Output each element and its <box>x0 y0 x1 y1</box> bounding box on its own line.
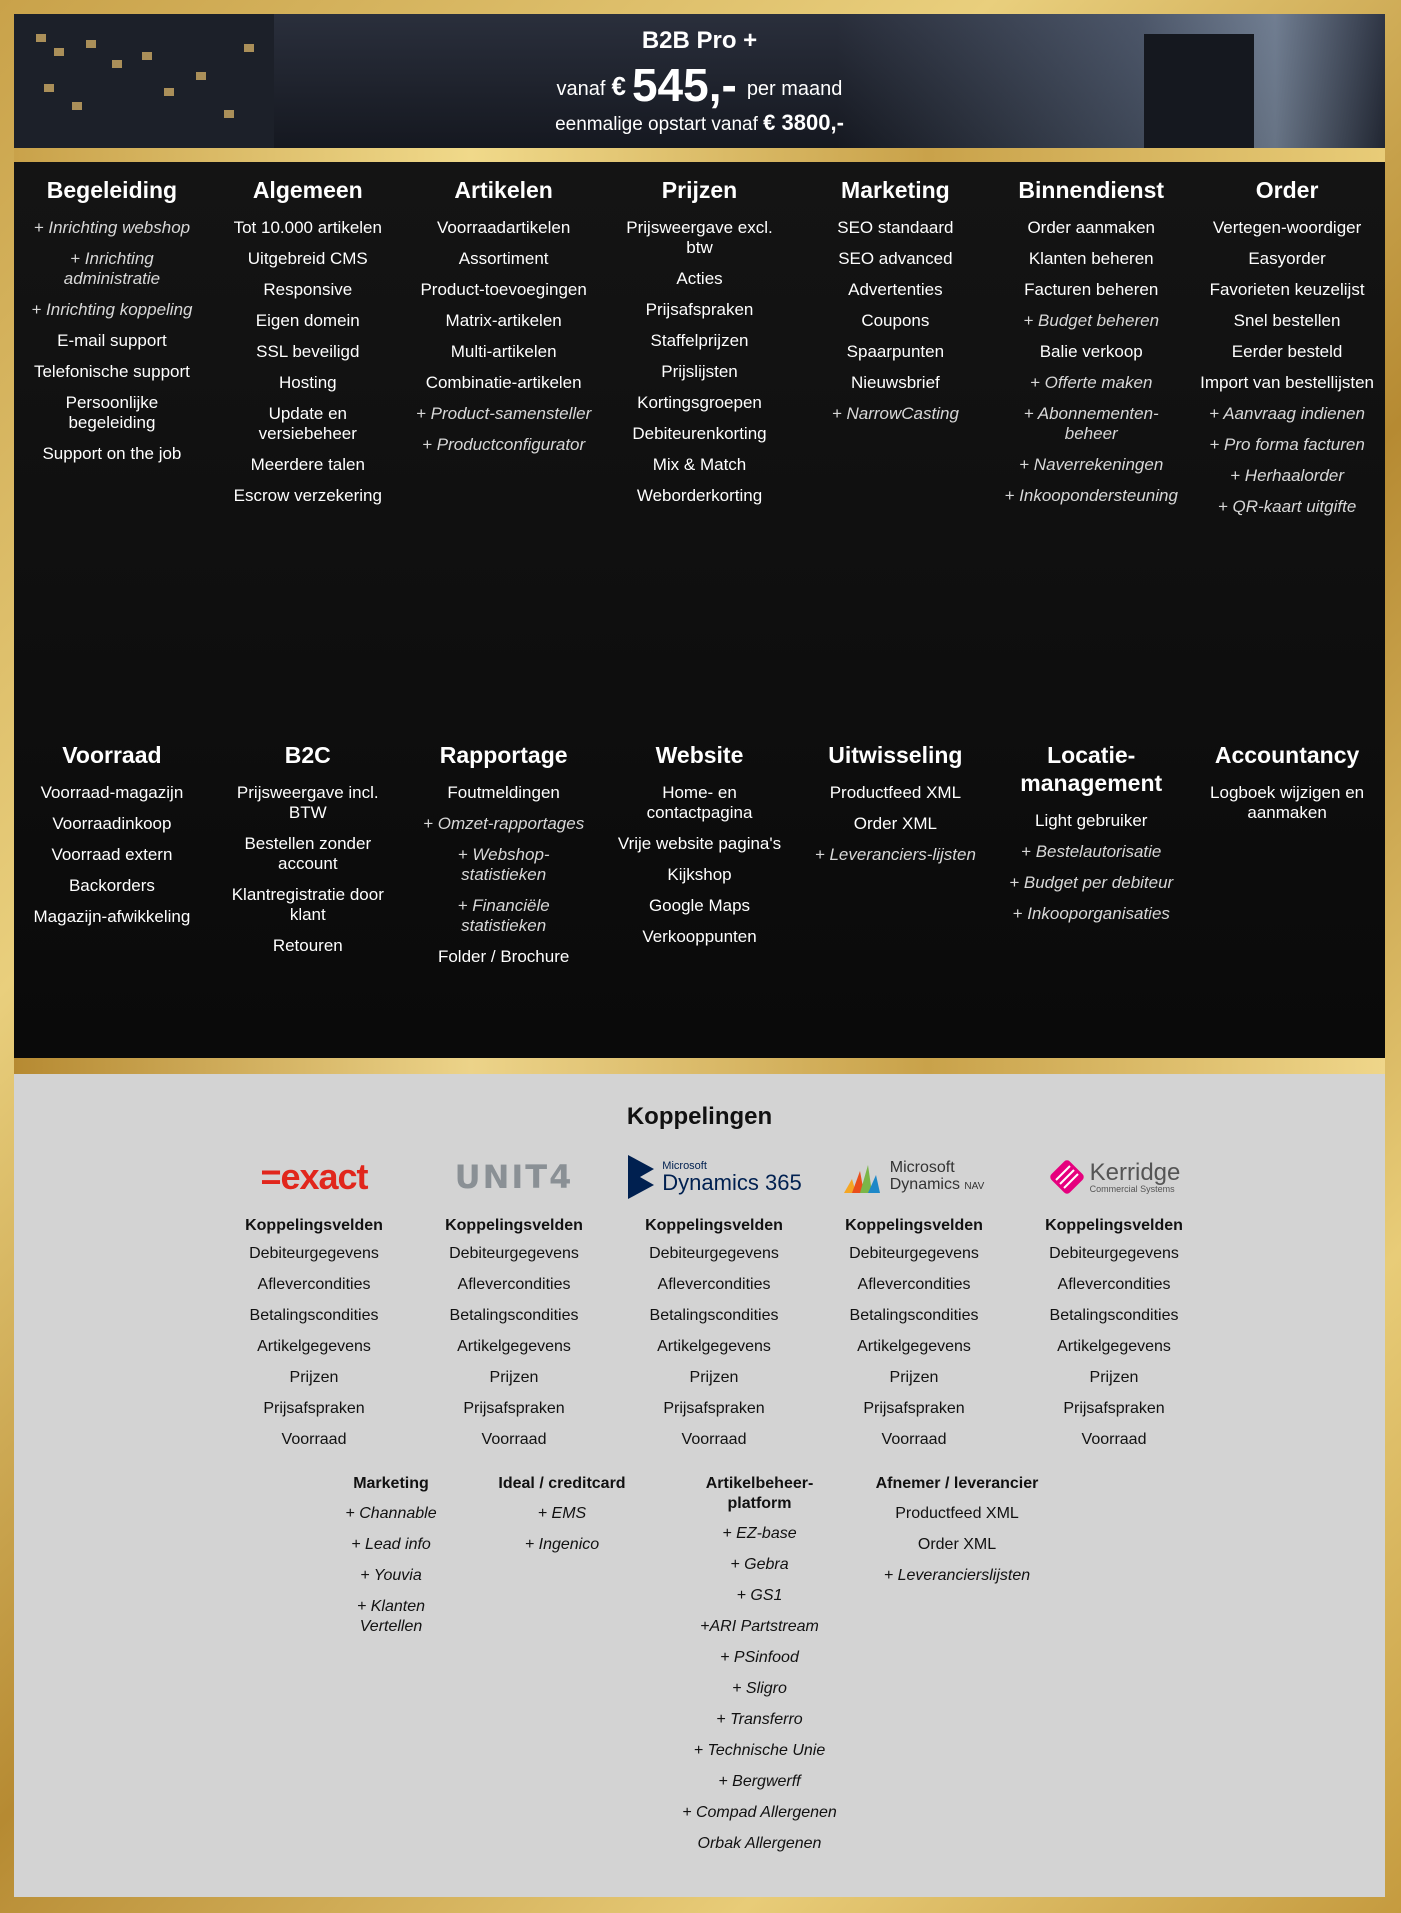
addon-feature-item: + Leveranciers-lijsten <box>814 845 976 864</box>
feature-column-begeleiding <box>14 176 210 528</box>
koppeling-item: Productfeed XML <box>895 1505 1019 1522</box>
koppeling-field: Prijzen <box>889 1369 939 1386</box>
koppelingsvelden-title: Koppelingsvelden <box>645 1217 783 1234</box>
feature-item: Klantregistratie door klant <box>231 885 384 924</box>
feature-item: Favorieten keuzelijst <box>1209 280 1365 299</box>
feature-item: Eerder besteld <box>1231 342 1343 361</box>
feature-item: Update en versiebeheer <box>258 404 357 443</box>
koppeling-item: + Bergwerff <box>718 1773 801 1790</box>
koppeling-group-afnemer-leverancier <box>857 1474 1057 1865</box>
feature-column-title: Algemeen <box>252 177 363 203</box>
koppeling-field: Betalingscondities <box>849 1307 979 1324</box>
koppelingen-panel <box>14 1074 1385 1897</box>
feature-column-b2c <box>210 741 406 978</box>
feature-item: Folder / Brochure <box>437 947 570 966</box>
feature-item: Spaarpunten <box>846 342 945 361</box>
feature-item: Snel bestellen <box>1233 311 1341 330</box>
feature-column-order <box>1189 176 1385 528</box>
addon-feature-item: + Herhaalorder <box>1230 466 1345 485</box>
addon-feature-item: + NarrowCasting <box>831 404 959 423</box>
koppeling-item: + Youvia <box>360 1567 422 1584</box>
feature-item: Advertenties <box>848 280 943 299</box>
feature-column-title: Locatie-management <box>1020 742 1163 796</box>
feature-column-prijzen <box>602 176 798 528</box>
koppeling-field: Betalingscondities <box>1049 1307 1179 1324</box>
addon-feature-item: + Webshop-statistieken <box>457 845 550 884</box>
addon-feature-item: + Inrichting webshop <box>33 218 191 237</box>
koppeling-field: Prijsafspraken <box>863 1400 965 1417</box>
feature-item: Combinatie-artikelen <box>425 373 582 392</box>
feature-column-uitwisseling <box>797 741 993 978</box>
koppeling-field: Artikelgegevens <box>657 1338 771 1355</box>
koppeling-item: + Compad Allergenen <box>682 1804 837 1821</box>
feature-item: Prijslijsten <box>661 362 738 381</box>
price-prefix: vanaf <box>556 78 606 100</box>
koppeling-field: Voorraad <box>1081 1431 1147 1448</box>
feature-item: Telefonische support <box>33 362 190 381</box>
feature-column-binnendienst <box>993 176 1189 528</box>
price-header <box>14 14 1385 148</box>
koppeling-field: Voorraad <box>481 1431 547 1448</box>
koppeling-group-marketing <box>320 1474 462 1865</box>
koppeling-item: + Ingenico <box>524 1536 600 1553</box>
feature-item: Matrix-artikelen <box>445 311 562 330</box>
feature-item: Prijsweergave excl. btw <box>626 218 773 257</box>
gold-divider <box>14 1058 1385 1074</box>
addon-feature-item: + Budget beheren <box>1023 311 1160 330</box>
addon-feature-item: + Inrichting administratie <box>63 249 161 288</box>
koppeling-field: Prijzen <box>289 1369 339 1386</box>
feature-item: Google Maps <box>648 896 751 915</box>
koppeling-field: Voorraad <box>281 1431 347 1448</box>
koppeling-field: Artikelgegevens <box>257 1338 371 1355</box>
feature-item: Coupons <box>861 311 930 330</box>
setup-prefix: eenmalige opstart vanaf <box>555 114 758 135</box>
feature-column-title: B2C <box>284 742 331 768</box>
koppelingsvelden-unit4 <box>414 1216 614 1461</box>
koppeling-field: Debiteurgegevens <box>249 1245 379 1262</box>
setup-cost <box>14 110 1385 136</box>
koppeling-field: Voorraad <box>881 1431 947 1448</box>
feature-column-title: Voorraad <box>62 742 162 768</box>
feature-item: Order XML <box>853 814 937 833</box>
price-currency: € <box>611 71 626 101</box>
feature-item: Voorraadartikelen <box>437 218 571 237</box>
feature-item: SSL beveiligd <box>256 342 360 361</box>
addon-feature-item: + Aanvraag indienen <box>1209 404 1365 423</box>
koppeling-item: Orbak Allergenen <box>697 1835 822 1852</box>
koppeling-item: + Channable <box>345 1505 437 1522</box>
feature-item: Easyorder <box>1248 249 1326 268</box>
plan-title: B2B Pro + <box>641 27 758 54</box>
koppeling-item: + Technische Unie <box>693 1742 826 1759</box>
kerridge-icon <box>1048 1158 1086 1196</box>
koppeling-item: Order XML <box>917 1536 997 1553</box>
koppeling-item: +ARI Partstream <box>700 1618 819 1635</box>
koppeling-field: Prijzen <box>1089 1369 1139 1386</box>
price-suffix: per maand <box>746 78 843 100</box>
koppelingsvelden-exact <box>214 1216 414 1461</box>
koppeling-field: Aflevercondities <box>657 1276 771 1293</box>
koppeling-field: Betalingscondities <box>449 1307 579 1324</box>
koppelingsvelden-title: Koppelingsvelden <box>1045 1217 1183 1234</box>
koppeling-field: Aflevercondities <box>457 1276 571 1293</box>
extra-koppelingen <box>320 1474 1057 1865</box>
feature-item: Light gebruiker <box>1034 811 1148 830</box>
feature-item: Kijkshop <box>667 865 732 884</box>
addon-feature-item: + Bestelautorisatie <box>1021 842 1162 861</box>
feature-item: Staffelprijzen <box>650 331 749 350</box>
feature-item: Persoonlijke begeleiding <box>65 393 159 432</box>
koppelingen-title: Koppelingen <box>626 1103 773 1130</box>
feature-item: Acties <box>676 269 723 288</box>
feature-column-title: Marketing <box>841 177 950 203</box>
feature-item: Eigen domein <box>255 311 360 330</box>
feature-item: Balie verkoop <box>1039 342 1143 361</box>
koppelingsvelden-title: Koppelingsvelden <box>445 1217 583 1234</box>
koppeling-item: + Klanten Vertellen <box>356 1598 426 1635</box>
koppeling-group-title: Afnemer / leverancier <box>875 1475 1039 1492</box>
feature-item: Magazijn-afwikkeling <box>33 907 191 926</box>
addon-feature-item: + Naverrekeningen <box>1019 455 1164 474</box>
addon-feature-item: + Product-samensteller <box>416 404 592 423</box>
koppeling-item: + PSinfood <box>720 1649 799 1666</box>
addon-feature-item: + Financiële statistieken <box>457 896 550 935</box>
feature-item: Debiteurenkorting <box>632 424 767 443</box>
koppeling-field: Debiteurgegevens <box>649 1245 779 1262</box>
koppeling-field: Prijsafspraken <box>463 1400 565 1417</box>
feature-item: Nieuwsbrief <box>850 373 940 392</box>
feature-item: Vertegen-woordiger <box>1212 218 1362 237</box>
feature-column-title: Artikelen <box>454 177 553 203</box>
feature-item: Productfeed XML <box>829 783 962 802</box>
addon-feature-item: + Inkooporganisaties <box>1012 904 1170 923</box>
feature-item: Support on the job <box>42 444 182 463</box>
gold-divider <box>14 148 1385 162</box>
addon-feature-item: + QR-kaart uitgifte <box>1217 497 1357 516</box>
koppeling-field: Betalingscondities <box>249 1307 379 1324</box>
feature-item: Assortiment <box>458 249 549 268</box>
unit4-logo: UNIT4 <box>454 1158 574 1196</box>
koppeling-item: + EZ-base <box>722 1525 797 1542</box>
feature-item: Foutmeldingen <box>447 783 560 802</box>
features-row-2 <box>14 741 1385 978</box>
feature-column-title: Rapportage <box>439 742 568 768</box>
feature-item: Import van bestellijsten <box>1200 373 1375 392</box>
koppeling-field: Artikelgegevens <box>857 1338 971 1355</box>
koppeling-field: Artikelgegevens <box>457 1338 571 1355</box>
feature-column-accountancy <box>1189 741 1385 978</box>
feature-item: Hosting <box>278 373 337 392</box>
addon-feature-item: + Inrichting koppeling <box>31 300 193 319</box>
logo-row <box>214 1150 1214 1204</box>
feature-item: Retouren <box>272 936 343 955</box>
feature-item: Bestellen zonder account <box>244 834 372 873</box>
feature-item: Responsive <box>263 280 353 299</box>
price-amount: 545,- <box>631 59 737 111</box>
koppeling-field: Debiteurgegevens <box>1049 1245 1179 1262</box>
feature-item: Meerdere talen <box>250 455 365 474</box>
feature-item: Product-toevoegingen <box>420 280 587 299</box>
koppeling-item: + Gebra <box>730 1556 789 1573</box>
koppeling-field: Prijsafspraken <box>663 1400 765 1417</box>
feature-item: E-mail support <box>57 331 167 350</box>
exact-logo: =exact <box>260 1156 368 1197</box>
feature-column-title: Order <box>1255 177 1319 203</box>
feature-item: Multi-artikelen <box>450 342 557 361</box>
dynamics365-logo: Microsoft Dynamics 365 <box>614 1150 814 1204</box>
koppeling-group-ideal-creditcard <box>462 1474 662 1865</box>
plan-price <box>14 58 1385 112</box>
features-panel <box>14 162 1385 1058</box>
koppelingsvelden-dynamics-nav <box>814 1216 1014 1461</box>
feature-item: Escrow verzekering <box>233 486 382 505</box>
feature-column-rapportage <box>406 741 602 978</box>
koppeling-field: Artikelgegevens <box>1057 1338 1171 1355</box>
feature-column-artikelen <box>406 176 602 528</box>
koppeling-group-title: Artikelbeheer-platform <box>705 1475 814 1512</box>
koppeling-field: Debiteurgegevens <box>449 1245 579 1262</box>
setup-price: € 3800,- <box>763 110 844 135</box>
koppeling-field: Voorraad <box>681 1431 747 1448</box>
feature-item: Voorraadinkoop <box>52 814 172 833</box>
koppeling-field: Prijsafspraken <box>263 1400 365 1417</box>
koppeling-item: + Sligro <box>732 1680 787 1697</box>
koppeling-field: Prijzen <box>489 1369 539 1386</box>
feature-item: Voorraad extern <box>51 845 173 864</box>
koppeling-field: Prijsafspraken <box>1063 1400 1165 1417</box>
koppeling-field: Aflevercondities <box>257 1276 371 1293</box>
koppelingsvelden-kerridge <box>1014 1216 1214 1461</box>
feature-item: Vrije website pagina's <box>617 834 782 853</box>
feature-column-marketing <box>797 176 993 528</box>
feature-item: Tot 10.000 artikelen <box>233 218 382 237</box>
koppeling-group-title: Marketing <box>353 1475 429 1492</box>
koppeling-field: Prijzen <box>689 1369 739 1386</box>
feature-column-title: Begeleiding <box>46 177 178 203</box>
feature-item: Order aanmaken <box>1027 218 1156 237</box>
dynamics-nav-icon <box>844 1161 884 1193</box>
addon-feature-item: + Pro forma facturen <box>1209 435 1365 454</box>
koppeling-item: + Leverancierslijsten <box>883 1567 1031 1584</box>
feature-item: Weborderkorting <box>636 486 763 505</box>
addon-feature-item: + Offerte maken <box>1030 373 1153 392</box>
feature-item: SEO advanced <box>838 249 953 268</box>
feature-item: Prijsweergave incl. BTW <box>236 783 379 822</box>
feature-item: Mix & Match <box>652 455 747 474</box>
addon-feature-item: + Inkoopondersteuning <box>1004 486 1178 505</box>
koppeling-item: + EMS <box>537 1505 587 1522</box>
addon-feature-item: + Productconfigurator <box>422 435 586 454</box>
koppelingsvelden-title: Koppelingsvelden <box>845 1217 983 1234</box>
kerridge-logo: Kerridge Commercial Systems <box>1014 1150 1214 1204</box>
koppeling-field: Betalingscondities <box>649 1307 779 1324</box>
feature-column-algemeen <box>210 176 406 528</box>
koppeling-item: + GS1 <box>736 1587 783 1604</box>
addon-feature-item: + Abonnementen-beheer <box>1023 404 1159 443</box>
koppeling-item: + Transferro <box>716 1711 803 1728</box>
koppelingsvelden-title: Koppelingsvelden <box>245 1217 383 1234</box>
feature-item: Voorraad-magazijn <box>40 783 184 802</box>
feature-item: Klanten beheren <box>1028 249 1154 268</box>
feature-item: Kortingsgroepen <box>637 393 762 412</box>
features-row-1 <box>14 176 1385 528</box>
feature-column-title: Accountancy <box>1214 742 1360 768</box>
koppelingsvelden-dynamics365 <box>614 1216 814 1461</box>
koppelingsvelden-columns <box>214 1216 1214 1461</box>
koppeling-field: Aflevercondities <box>1057 1276 1171 1293</box>
koppeling-group-artikelbeheer-platform <box>662 1474 857 1865</box>
feature-column-title: Uitwisseling <box>828 742 963 768</box>
koppeling-item: + Lead info <box>351 1536 431 1553</box>
feature-item: Prijsafspraken <box>645 300 754 319</box>
feature-item: Logboek wijzigen en aanmaken <box>1210 783 1365 822</box>
feature-item: Home- en contactpagina <box>646 783 753 822</box>
addon-feature-item: + Omzet-rapportages <box>423 814 585 833</box>
feature-column-title: Website <box>655 742 744 768</box>
feature-item: Backorders <box>68 876 155 895</box>
addon-feature-item: + Budget per debiteur <box>1009 873 1174 892</box>
feature-item: Verkooppunten <box>642 927 757 946</box>
feature-column-website <box>602 741 798 978</box>
dynamics-icon <box>626 1155 656 1199</box>
koppeling-field: Debiteurgegevens <box>849 1245 979 1262</box>
feature-column-title: Prijzen <box>661 177 738 203</box>
feature-item: Uitgebreid CMS <box>247 249 368 268</box>
koppeling-group-title: Ideal / creditcard <box>498 1475 626 1492</box>
koppeling-field: Aflevercondities <box>857 1276 971 1293</box>
dynamics-nav-logo: Microsoft Dynamics NAV <box>814 1150 1014 1204</box>
feature-item: SEO standaard <box>837 218 954 237</box>
feature-column-title: Binnendienst <box>1018 177 1165 203</box>
feature-column-voorraad <box>14 741 210 978</box>
feature-item: Facturen beheren <box>1024 280 1159 299</box>
feature-column-locatie-management <box>993 741 1189 978</box>
